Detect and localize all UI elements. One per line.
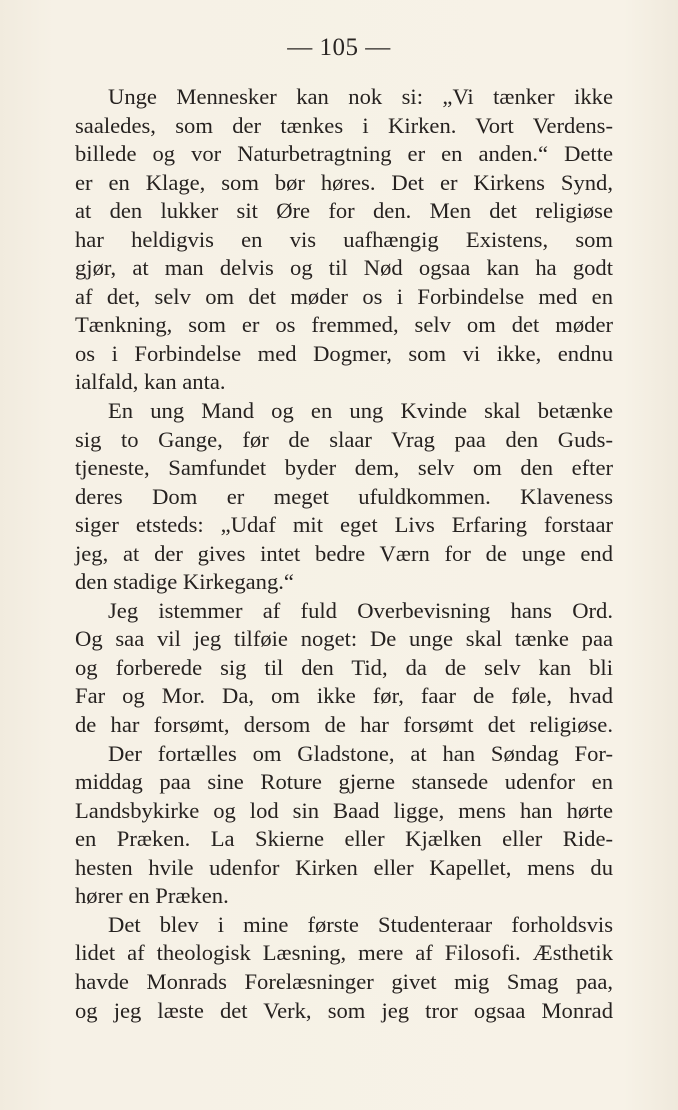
text-line: Det blev i mine første Studenteraar forholdsvis [108, 911, 613, 937]
text-line: sig to Gange, før de slaar Vrag paa den Guds- [75, 426, 613, 452]
text-line: Unge Mennesker kan nok si: „Vi tænker ikke [108, 84, 613, 109]
text-line: Jeg istemmer af fuld Overbevisning hans Ord. [108, 597, 613, 623]
text-line: hesten hvile udenfor Kirken eller Kapellet, mens du [75, 854, 613, 880]
text-line: og jeg læste det Verk, som jeg tror ogsaa Monrad [75, 997, 613, 1023]
text-line: Tænkning, som er os fremmed, selv om det møder [75, 312, 613, 338]
text-line: lidet af theologisk Læsning, mere af Filosofi. Æsthetik [75, 940, 613, 966]
page-number: — 105 — [287, 34, 391, 61]
text-line: gjør, at man delvis og til Nød ogsaa kan ha godt [75, 255, 613, 281]
text-line: af det, selv om det møder os i Forbindelse med en [75, 283, 613, 309]
text-line: Der fortælles om Gladstone, at han Søndag For- [108, 740, 613, 766]
text-line: havde Monrads Forelæsninger givet mig Smag paa, [75, 968, 613, 994]
text-line: den stadige Kirkegang.“ [75, 569, 294, 595]
text-line: de har forsømt, dersom de har forsømt det religiøse. [75, 712, 613, 738]
text-line: Og saa vil jeg tilføie noget: De unge skal tænke paa [75, 626, 613, 652]
text-line: saaledes, som der tænkes i Kirken. Vort Verdens- [75, 112, 613, 138]
text-line: deres Dom er meget ufuldkommen. Klaveness [75, 483, 613, 509]
text-line: jeg, at der gives intet bedre Værn for de unge end [75, 540, 613, 566]
text-line: ialfald, kan anta. [75, 369, 226, 395]
text-line: at den lukker sit Øre for den. Men det religiøse [75, 198, 613, 224]
text-line: tjeneste, Samfundet byder dem, selv om den efter [75, 455, 613, 481]
text-line: Far og Mor. Da, om ikke før, faar de føle, hvad [75, 683, 613, 709]
text-line: siger etsteds: „Udaf mit eget Livs Erfaring forstaar [75, 512, 613, 538]
text-line: os i Forbindelse med Dogmer, som vi ikke, endnu [75, 340, 613, 366]
text-line: billede og vor Naturbetragtning er en anden.“ Dette [75, 141, 613, 167]
text-line: og forberede sig til den Tid, da de selv kan bli [75, 654, 613, 680]
text-line: hører en Præken. [75, 883, 229, 909]
body-text [75, 83, 613, 1025]
text-line: En ung Mand og en ung Kvinde skal betænke [108, 398, 613, 424]
text-line: er en Klage, som bør høres. Det er Kirkens Synd, [75, 169, 613, 195]
text-line: har heldigvis en vis uafhængig Existens, som [75, 226, 613, 252]
text-line: middag paa sine Roture gjerne stansede udenfor en [75, 769, 613, 795]
text-line: Landsbykirke og lod sin Baad ligge, mens han hørte [75, 797, 613, 823]
text-line: en Præken. La Skierne eller Kjælken eller Ride- [75, 826, 613, 852]
